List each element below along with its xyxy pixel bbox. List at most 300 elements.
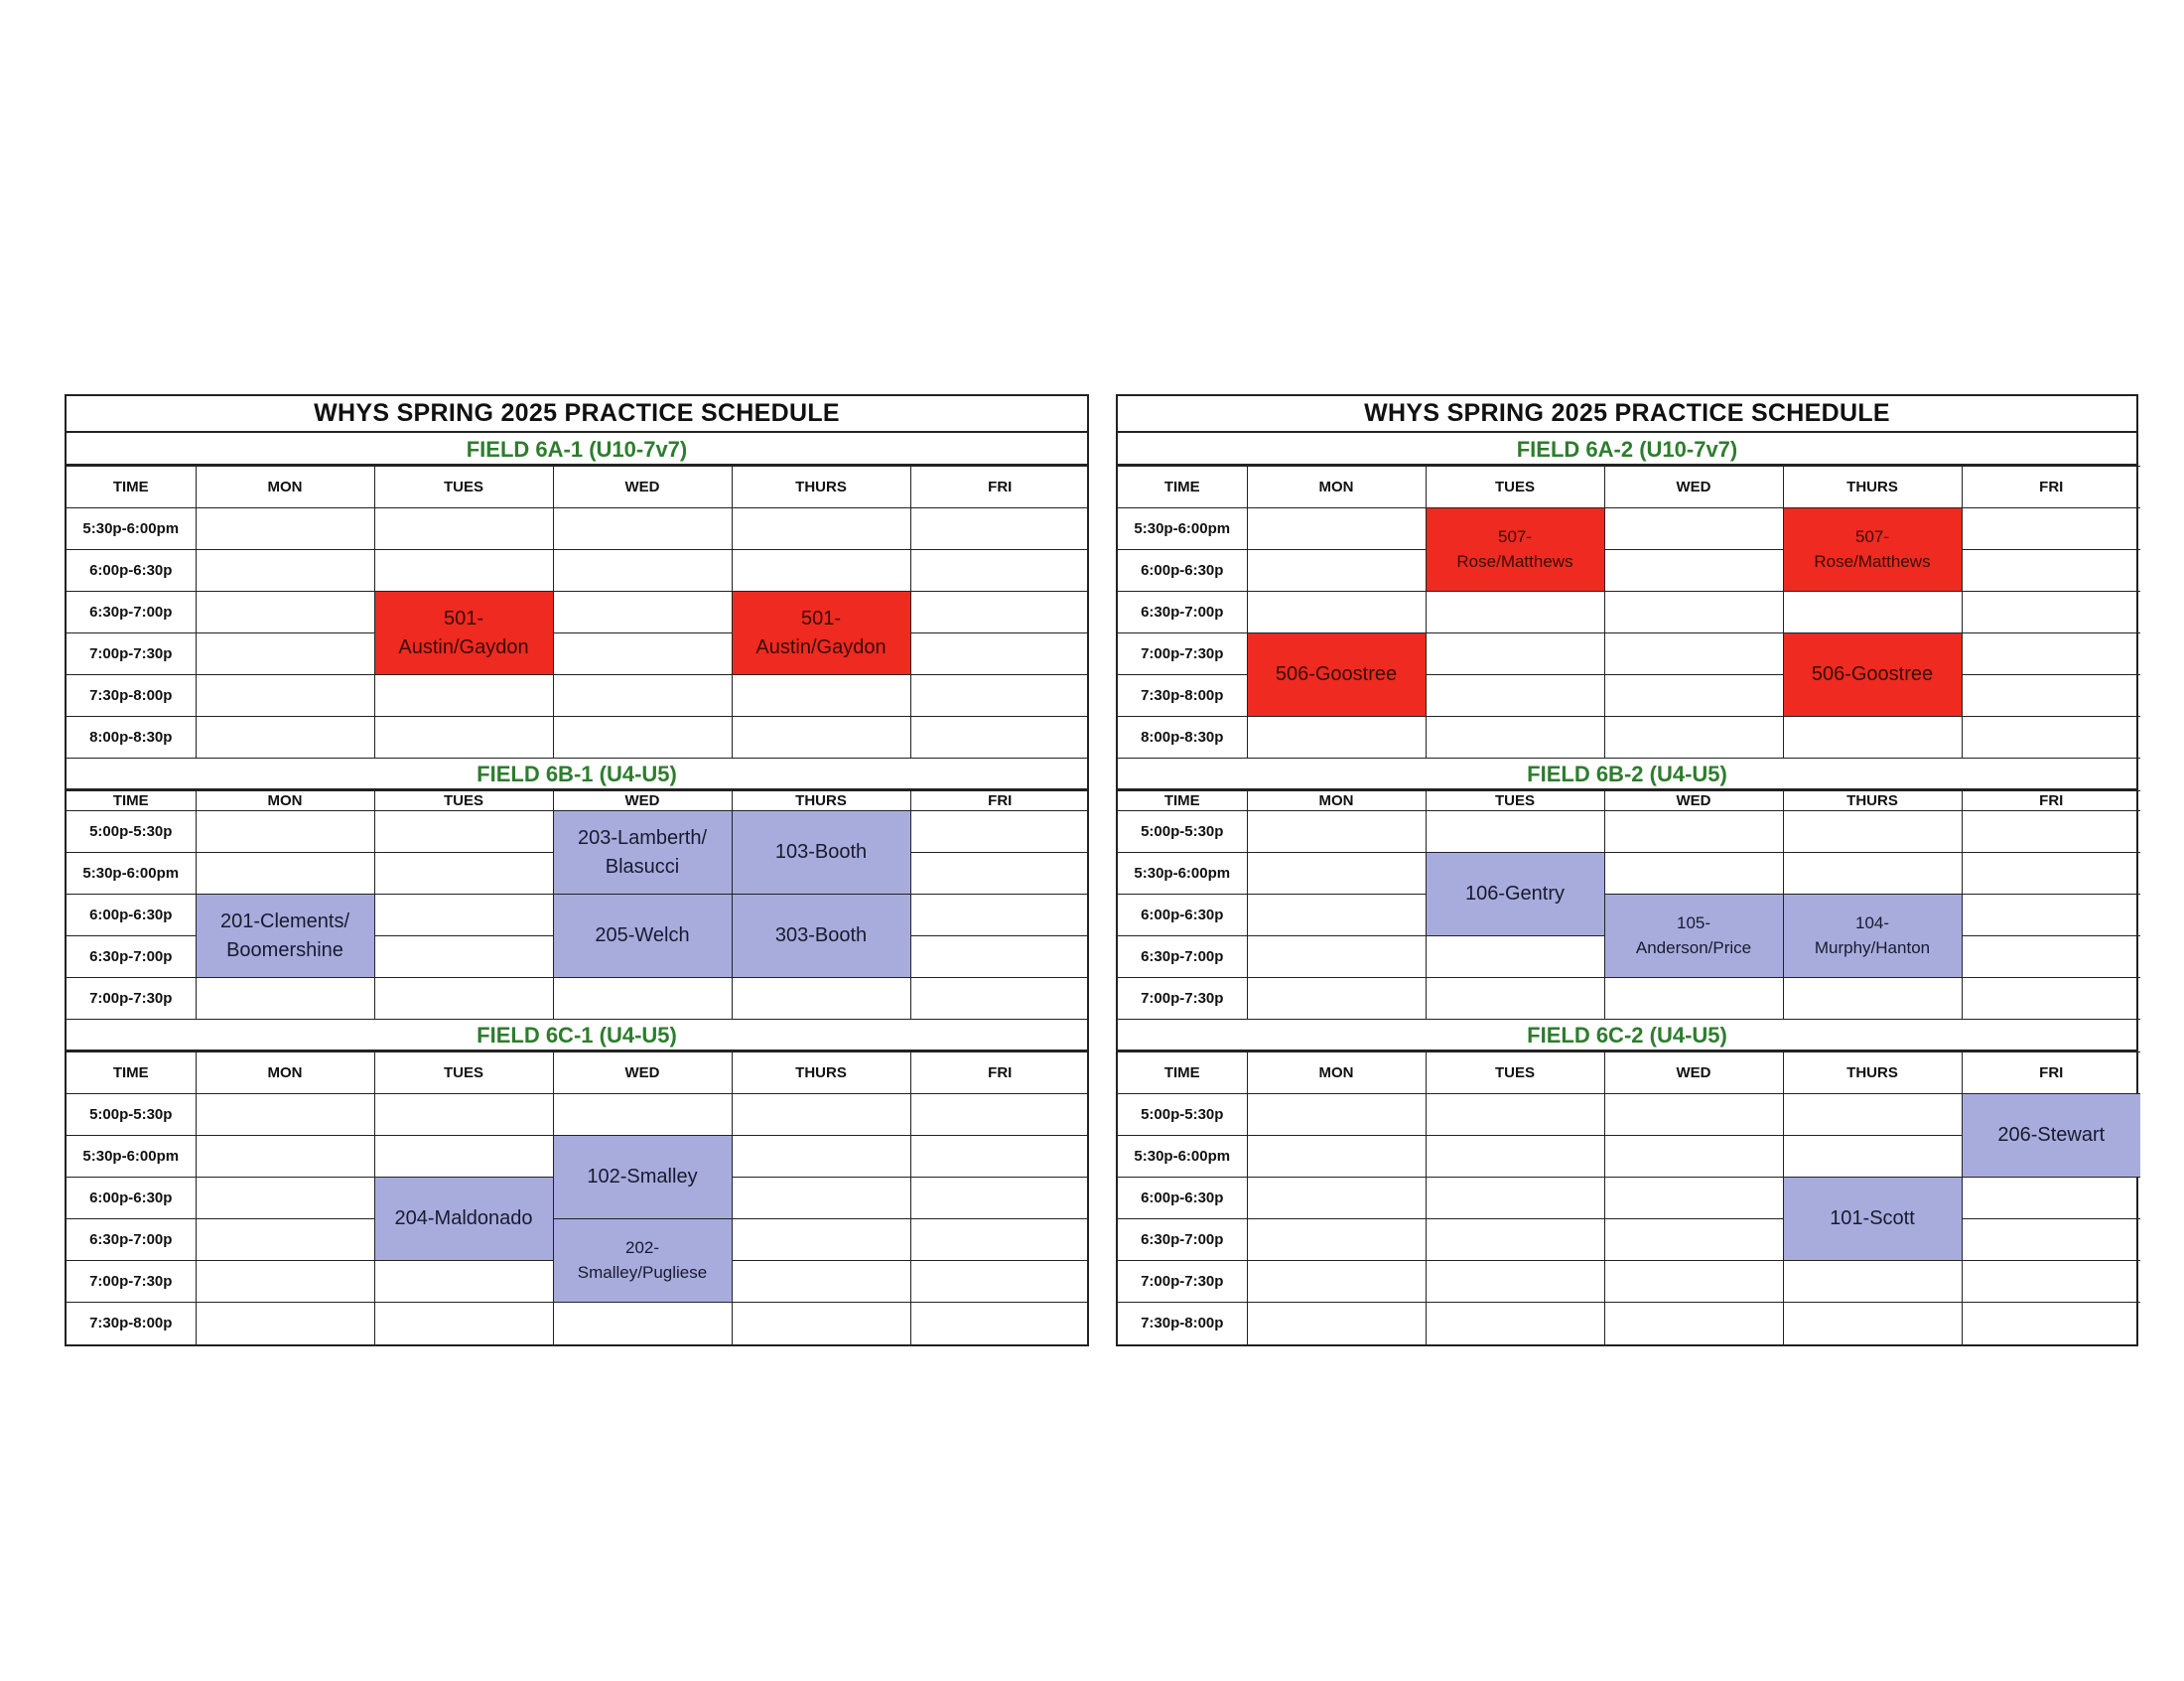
field-block: [1118, 1020, 2136, 1344]
empty-slot: [374, 853, 553, 895]
empty-slot: [196, 1219, 374, 1261]
time-row: [1118, 978, 2140, 1020]
empty-slot: [374, 675, 553, 717]
empty-slot: [1426, 675, 1604, 717]
column-header: MON: [1247, 791, 1426, 811]
field-title: FIELD 6A-1 (U10-7v7): [67, 433, 1087, 466]
field-block: [1118, 759, 2136, 1020]
time-row: [67, 717, 1089, 759]
time-slot-label: 6:00p-6:30p: [67, 1178, 196, 1219]
practice-block: [553, 895, 732, 978]
empty-slot: [374, 1094, 553, 1136]
time-row: [67, 592, 1089, 633]
empty-slot: [196, 1136, 374, 1178]
time-row: [67, 978, 1089, 1020]
time-slot-label: 5:00p-5:30p: [67, 811, 196, 853]
empty-slot: [196, 550, 374, 592]
team-label: 201-Clements/: [219, 910, 350, 932]
team-label: 106-Gentry: [1464, 883, 1566, 905]
empty-slot: [196, 633, 374, 675]
time-row: [67, 1136, 1089, 1178]
empty-slot: [1783, 978, 1962, 1020]
column-header: TIME: [67, 791, 196, 811]
empty-slot: [1604, 853, 1783, 895]
empty-slot: [910, 633, 1089, 675]
empty-slot: [1783, 1303, 1962, 1344]
practice-block: [1426, 853, 1604, 936]
time-row: [1118, 811, 2140, 853]
time-row: [1118, 1219, 2140, 1261]
empty-slot: [196, 717, 374, 759]
practice-block: [1604, 895, 1783, 978]
empty-slot: [732, 1094, 910, 1136]
column-header: FRI: [1962, 1052, 2140, 1094]
time-slot-label: 7:30p-8:00p: [67, 1303, 196, 1344]
field-block: [1118, 433, 2136, 759]
column-header: TIME: [1118, 467, 1247, 508]
practice-block: [1783, 1178, 1962, 1261]
column-header: THURS: [732, 467, 910, 508]
empty-slot: [732, 717, 910, 759]
empty-slot: [910, 936, 1089, 978]
empty-slot: [1962, 717, 2140, 759]
time-slot-label: 7:00p-7:30p: [1118, 633, 1247, 675]
empty-slot: [1604, 811, 1783, 853]
time-slot-label: 6:00p-6:30p: [67, 550, 196, 592]
column-header: FRI: [1962, 467, 2140, 508]
empty-slot: [1426, 1136, 1604, 1178]
column-header: TUES: [374, 1052, 553, 1094]
column-header: TUES: [1426, 467, 1604, 508]
empty-slot: [196, 508, 374, 550]
empty-slot: [1783, 1136, 1962, 1178]
empty-slot: [1247, 717, 1426, 759]
team-label: 303-Booth: [774, 924, 868, 946]
time-slot-label: 5:00p-5:30p: [67, 1094, 196, 1136]
empty-slot: [1604, 978, 1783, 1020]
empty-slot: [553, 675, 732, 717]
time-row: [1118, 1094, 2140, 1136]
time-slot-label: 6:00p-6:30p: [1118, 550, 1247, 592]
empty-slot: [374, 1261, 553, 1303]
practice-block: [553, 1136, 732, 1219]
team-label: 506-Goostree: [1275, 663, 1398, 685]
field-title: FIELD 6B-2 (U4-U5): [1118, 759, 2136, 790]
empty-slot: [1962, 811, 2140, 853]
empty-slot: [1604, 1219, 1783, 1261]
empty-slot: [1783, 853, 1962, 895]
empty-slot: [1962, 978, 2140, 1020]
empty-slot: [374, 508, 553, 550]
column-header: TUES: [1426, 791, 1604, 811]
empty-slot: [1604, 633, 1783, 675]
empty-slot: [374, 895, 553, 936]
empty-slot: [553, 550, 732, 592]
empty-slot: [1962, 508, 2140, 550]
team-label: 104-: [1854, 912, 1890, 932]
field-title: FIELD 6C-1 (U4-U5): [67, 1020, 1087, 1051]
empty-slot: [910, 895, 1089, 936]
empty-slot: [1962, 675, 2140, 717]
empty-slot: [732, 1178, 910, 1219]
empty-slot: [374, 550, 553, 592]
empty-slot: [1962, 895, 2140, 936]
header-row: [67, 791, 1089, 811]
practice-block: [732, 811, 910, 895]
team-label: 205-Welch: [595, 924, 690, 946]
column-header: TUES: [374, 467, 553, 508]
empty-slot: [1426, 1094, 1604, 1136]
empty-slot: [196, 675, 374, 717]
empty-slot: [553, 508, 732, 550]
team-label: 204-Maldonado: [394, 1207, 533, 1229]
team-label: 501-: [443, 607, 484, 630]
column-header: FRI: [910, 791, 1089, 811]
empty-slot: [1247, 508, 1426, 550]
team-label: 507-: [1854, 526, 1890, 546]
time-row: [1118, 508, 2140, 550]
empty-slot: [1604, 675, 1783, 717]
empty-slot: [732, 978, 910, 1020]
empty-slot: [1247, 592, 1426, 633]
empty-slot: [910, 1178, 1089, 1219]
team-label: Austin/Gaydon: [398, 635, 529, 658]
empty-slot: [1426, 633, 1604, 675]
time-row: [67, 550, 1089, 592]
team-label: Murphy/Hanton: [1814, 937, 1931, 957]
field-block: [67, 759, 1087, 1020]
column-header: MON: [196, 791, 374, 811]
column-header: TIME: [1118, 1052, 1247, 1094]
time-slot-label: 6:30p-7:00p: [1118, 936, 1247, 978]
empty-slot: [1247, 811, 1426, 853]
empty-slot: [1604, 1094, 1783, 1136]
empty-slot: [1426, 592, 1604, 633]
empty-slot: [910, 1303, 1089, 1344]
schedule-grid: [67, 790, 1089, 1020]
team-label: Austin/Gaydon: [755, 635, 887, 658]
time-slot-label: 5:30p-6:00pm: [67, 1136, 196, 1178]
practice-block: [1247, 633, 1426, 717]
time-slot-label: 6:30p-7:00p: [67, 936, 196, 978]
practice-block: [553, 1219, 732, 1303]
team-label: 105-: [1676, 912, 1711, 932]
empty-slot: [910, 717, 1089, 759]
empty-slot: [553, 717, 732, 759]
column-header: WED: [1604, 791, 1783, 811]
schedule-panel-left: [65, 394, 1089, 1346]
time-row: [67, 508, 1089, 550]
empty-slot: [910, 550, 1089, 592]
empty-slot: [196, 592, 374, 633]
practice-block: [1783, 895, 1962, 978]
team-label: Blasucci: [605, 855, 680, 878]
empty-slot: [1783, 592, 1962, 633]
column-header: TIME: [67, 1052, 196, 1094]
column-header: TIME: [1118, 791, 1247, 811]
practice-block: [1783, 633, 1962, 717]
empty-slot: [196, 1261, 374, 1303]
empty-slot: [732, 675, 910, 717]
empty-slot: [1426, 811, 1604, 853]
empty-slot: [196, 853, 374, 895]
empty-slot: [910, 508, 1089, 550]
empty-slot: [374, 1136, 553, 1178]
time-slot-label: 7:30p-8:00p: [1118, 1303, 1247, 1344]
empty-slot: [732, 1303, 910, 1344]
empty-slot: [1247, 1219, 1426, 1261]
column-header: WED: [553, 467, 732, 508]
time-slot-label: 5:30p-6:00pm: [67, 508, 196, 550]
practice-block: [1962, 1094, 2140, 1178]
empty-slot: [374, 1303, 553, 1344]
empty-slot: [1604, 1178, 1783, 1219]
empty-slot: [1604, 550, 1783, 592]
empty-slot: [1604, 508, 1783, 550]
time-row: [1118, 1303, 2140, 1344]
column-header: MON: [1247, 1052, 1426, 1094]
practice-block: [1783, 508, 1962, 592]
empty-slot: [910, 1094, 1089, 1136]
empty-slot: [910, 675, 1089, 717]
empty-slot: [1247, 895, 1426, 936]
practice-block: [1426, 508, 1604, 592]
time-slot-label: 5:30p-6:00pm: [1118, 853, 1247, 895]
practice-block: [374, 592, 553, 675]
column-header: WED: [553, 1052, 732, 1094]
empty-slot: [196, 1303, 374, 1344]
time-row: [1118, 717, 2140, 759]
time-row: [1118, 1178, 2140, 1219]
empty-slot: [1962, 1178, 2140, 1219]
empty-slot: [1247, 1261, 1426, 1303]
time-row: [67, 1219, 1089, 1261]
time-slot-label: 6:00p-6:30p: [1118, 895, 1247, 936]
empty-slot: [1962, 1261, 2140, 1303]
empty-slot: [910, 1219, 1089, 1261]
schedule-title: WHYS SPRING 2025 PRACTICE SCHEDULE: [1118, 396, 2136, 433]
time-row: [67, 675, 1089, 717]
column-header: FRI: [1962, 791, 2140, 811]
practice-block: [196, 895, 374, 978]
empty-slot: [1247, 550, 1426, 592]
field-block: [67, 433, 1087, 759]
empty-slot: [1247, 853, 1426, 895]
empty-slot: [553, 592, 732, 633]
empty-slot: [1426, 978, 1604, 1020]
column-header: THURS: [1783, 467, 1962, 508]
empty-slot: [1962, 550, 2140, 592]
time-slot-label: 6:00p-6:30p: [1118, 1178, 1247, 1219]
empty-slot: [1426, 1219, 1604, 1261]
time-slot-label: 5:30p-6:00pm: [67, 853, 196, 895]
time-slot-label: 6:30p-7:00p: [67, 592, 196, 633]
team-label: Boomershine: [226, 938, 343, 961]
column-header: WED: [1604, 467, 1783, 508]
time-slot-label: 5:30p-6:00pm: [1118, 508, 1247, 550]
time-slot-label: 7:00p-7:30p: [1118, 1261, 1247, 1303]
empty-slot: [910, 853, 1089, 895]
empty-slot: [732, 1136, 910, 1178]
empty-slot: [910, 1136, 1089, 1178]
time-slot-label: 7:00p-7:30p: [1118, 978, 1247, 1020]
team-label: 103-Booth: [774, 841, 868, 863]
empty-slot: [1247, 936, 1426, 978]
column-header: FRI: [910, 467, 1089, 508]
empty-slot: [910, 811, 1089, 853]
time-slot-label: 6:00p-6:30p: [67, 895, 196, 936]
header-row: [1118, 467, 2140, 508]
empty-slot: [1247, 1303, 1426, 1344]
empty-slot: [553, 1094, 732, 1136]
time-slot-label: 5:00p-5:30p: [1118, 1094, 1247, 1136]
time-row: [67, 1303, 1089, 1344]
empty-slot: [553, 1303, 732, 1344]
practice-block: [732, 895, 910, 978]
empty-slot: [1426, 936, 1604, 978]
header-row: [1118, 1052, 2140, 1094]
column-header: WED: [553, 791, 732, 811]
time-slot-label: 7:30p-8:00p: [67, 675, 196, 717]
empty-slot: [1247, 1178, 1426, 1219]
empty-slot: [910, 1261, 1089, 1303]
empty-slot: [1604, 717, 1783, 759]
empty-slot: [732, 1261, 910, 1303]
column-header: THURS: [732, 791, 910, 811]
time-slot-label: 7:00p-7:30p: [67, 1261, 196, 1303]
column-header: TIME: [67, 467, 196, 508]
empty-slot: [196, 1178, 374, 1219]
header-row: [67, 1052, 1089, 1094]
time-slot-label: 6:30p-7:00p: [1118, 1219, 1247, 1261]
time-slot-label: 5:00p-5:30p: [1118, 811, 1247, 853]
column-header: FRI: [910, 1052, 1089, 1094]
time-slot-label: 7:30p-8:00p: [1118, 675, 1247, 717]
empty-slot: [1962, 853, 2140, 895]
team-label: 206-Stewart: [1997, 1124, 2106, 1146]
team-label: 102-Smalley: [587, 1166, 698, 1188]
empty-slot: [732, 550, 910, 592]
schedule-grid: [1118, 790, 2140, 1020]
schedule-grid: [67, 466, 1089, 759]
time-row: [67, 1094, 1089, 1136]
header-row: [1118, 791, 2140, 811]
team-label: 507-: [1497, 526, 1533, 546]
team-label: Smalley/Pugliese: [577, 1262, 708, 1282]
empty-slot: [1247, 1136, 1426, 1178]
empty-slot: [910, 978, 1089, 1020]
practice-block: [374, 1178, 553, 1261]
practice-block: [553, 811, 732, 895]
column-header: WED: [1604, 1052, 1783, 1094]
time-row: [67, 811, 1089, 853]
empty-slot: [374, 936, 553, 978]
empty-slot: [553, 633, 732, 675]
empty-slot: [1783, 811, 1962, 853]
team-label: Rose/Matthews: [1456, 551, 1573, 571]
empty-slot: [1426, 1303, 1604, 1344]
empty-slot: [196, 811, 374, 853]
time-row: [1118, 633, 2140, 675]
empty-slot: [1604, 1136, 1783, 1178]
team-label: 501-: [800, 607, 842, 630]
empty-slot: [910, 592, 1089, 633]
time-slot-label: 8:00p-8:30p: [67, 717, 196, 759]
field-title: FIELD 6C-2 (U4-U5): [1118, 1020, 2136, 1051]
column-header: THURS: [1783, 1052, 1962, 1094]
empty-slot: [1604, 1303, 1783, 1344]
team-label: 506-Goostree: [1811, 663, 1934, 685]
column-header: TUES: [374, 791, 553, 811]
practice-block: [732, 592, 910, 675]
time-slot-label: 6:30p-7:00p: [1118, 592, 1247, 633]
team-label: Rose/Matthews: [1814, 551, 1931, 571]
empty-slot: [1247, 1094, 1426, 1136]
empty-slot: [1426, 1261, 1604, 1303]
time-row: [67, 633, 1089, 675]
time-slot-label: 8:00p-8:30p: [1118, 717, 1247, 759]
schedule-grid: [1118, 466, 2140, 759]
empty-slot: [732, 1219, 910, 1261]
empty-slot: [1962, 633, 2140, 675]
field-title: FIELD 6A-2 (U10-7v7): [1118, 433, 2136, 466]
empty-slot: [1783, 1094, 1962, 1136]
empty-slot: [1783, 717, 1962, 759]
field-block: [67, 1020, 1087, 1344]
time-row: [1118, 1261, 2140, 1303]
empty-slot: [1426, 717, 1604, 759]
time-slot-label: 7:00p-7:30p: [67, 633, 196, 675]
empty-slot: [1962, 1303, 2140, 1344]
empty-slot: [374, 717, 553, 759]
empty-slot: [1604, 592, 1783, 633]
time-row: [1118, 592, 2140, 633]
column-header: MON: [196, 1052, 374, 1094]
schedule-panel-right: [1116, 394, 2138, 1346]
time-slot-label: 5:30p-6:00pm: [1118, 1136, 1247, 1178]
column-header: TUES: [1426, 1052, 1604, 1094]
empty-slot: [1426, 1178, 1604, 1219]
team-label: 202-: [624, 1237, 660, 1257]
time-slot-label: 6:30p-7:00p: [67, 1219, 196, 1261]
empty-slot: [1962, 936, 2140, 978]
time-slot-label: 7:00p-7:30p: [67, 978, 196, 1020]
empty-slot: [1962, 1219, 2140, 1261]
schedule-grid: [67, 1051, 1089, 1344]
empty-slot: [1962, 592, 2140, 633]
column-header: MON: [1247, 467, 1426, 508]
empty-slot: [196, 978, 374, 1020]
schedule-title: WHYS SPRING 2025 PRACTICE SCHEDULE: [67, 396, 1087, 433]
time-row: [1118, 550, 2140, 592]
empty-slot: [553, 978, 732, 1020]
empty-slot: [732, 508, 910, 550]
empty-slot: [1783, 1261, 1962, 1303]
empty-slot: [374, 978, 553, 1020]
empty-slot: [374, 811, 553, 853]
time-row: [1118, 895, 2140, 936]
empty-slot: [196, 1094, 374, 1136]
header-row: [67, 467, 1089, 508]
column-header: THURS: [732, 1052, 910, 1094]
empty-slot: [1604, 1261, 1783, 1303]
time-row: [67, 895, 1089, 936]
column-header: MON: [196, 467, 374, 508]
field-title: FIELD 6B-1 (U4-U5): [67, 759, 1087, 790]
time-row: [1118, 853, 2140, 895]
schedule-grid: [1118, 1051, 2140, 1344]
team-label: 203-Lamberth/: [577, 826, 708, 849]
